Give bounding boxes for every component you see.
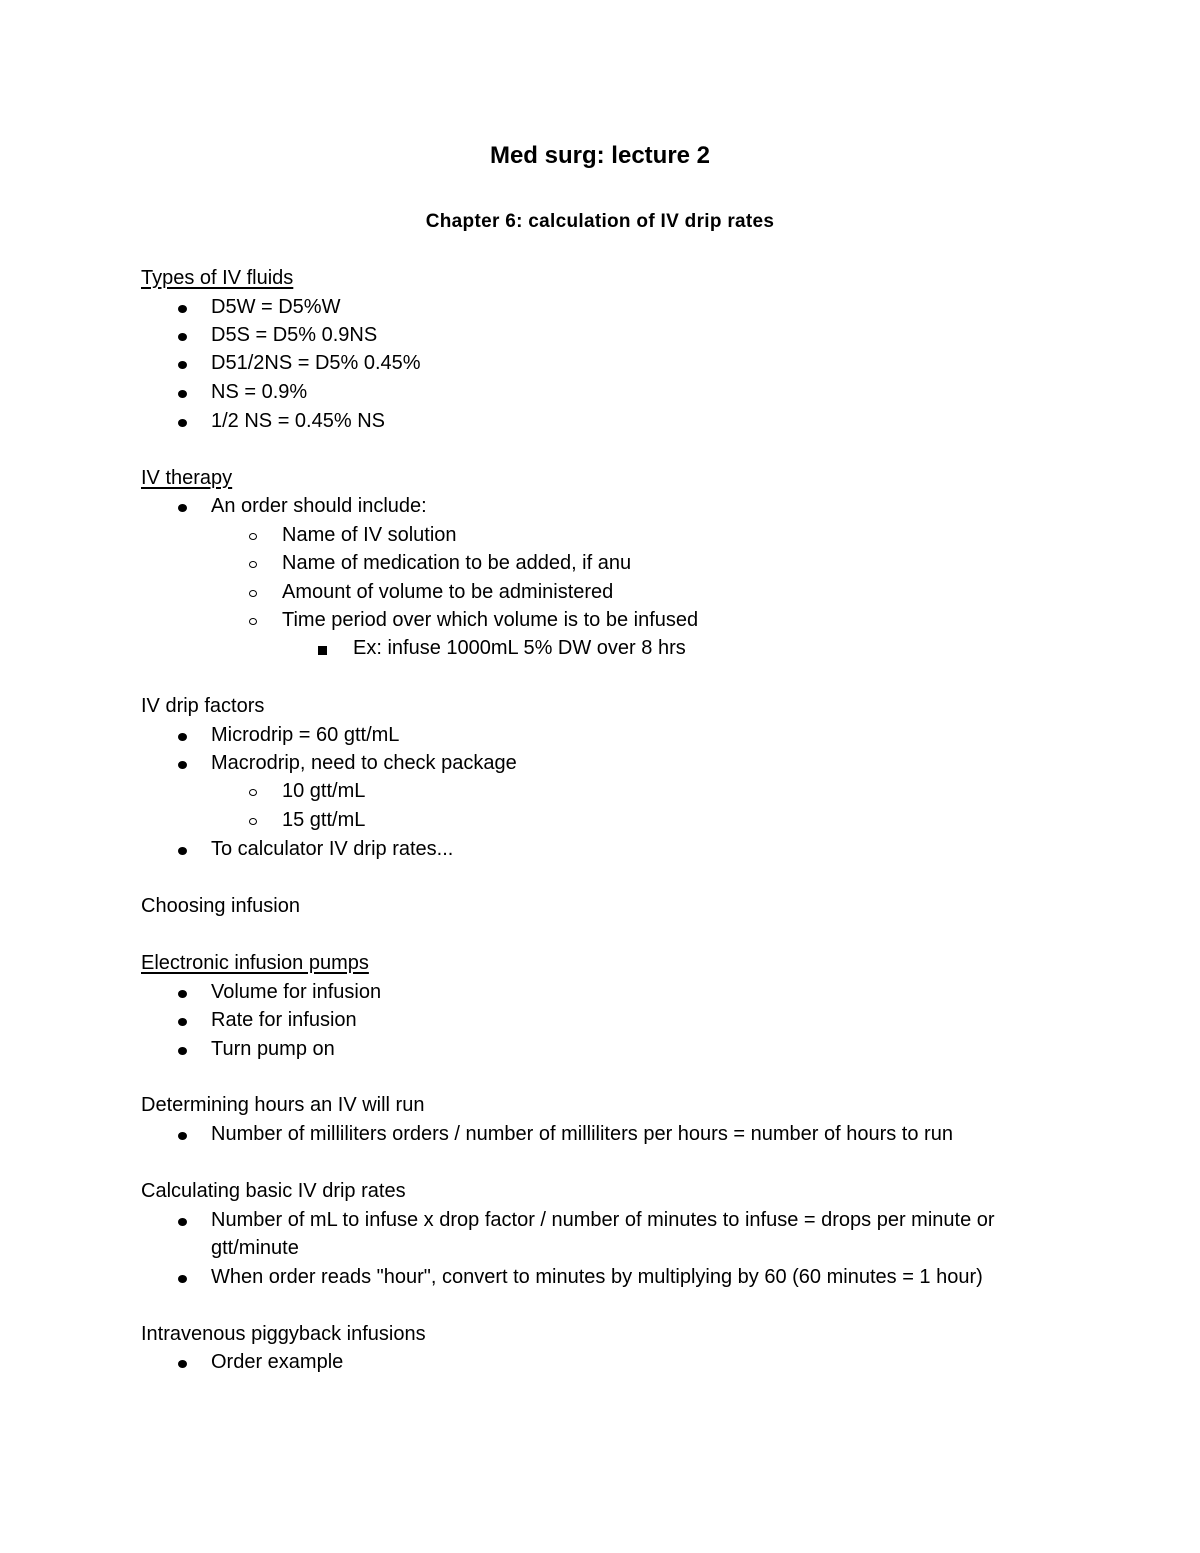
bullet-disc-icon (178, 1218, 187, 1226)
section-heading-therapy: IV therapy (141, 467, 233, 489)
bullet-disc-icon (178, 333, 187, 341)
list-item: Volume for infusion (211, 981, 382, 1003)
list-item: Microdrip = 60 gtt/mL (211, 724, 400, 746)
bullet-disc-icon (178, 361, 187, 369)
list-item: When order reads "hour", convert to minutes by multiplying by 60 (60 minutes = 1 hour) (211, 1266, 983, 1288)
section-heading-factors: IV drip factors (141, 695, 265, 717)
bullet-circle-icon (249, 590, 257, 597)
section-heading-pumps: Electronic infusion pumps (141, 952, 369, 974)
section-heading-piggyback: Intravenous piggyback infusions (141, 1323, 426, 1345)
bullet-disc-icon (178, 733, 187, 741)
list-subitem: 10 gtt/mL (282, 780, 366, 802)
list-item: Number of mL to infuse x drop factor / number of minutes to infuse = drops per minute or (211, 1209, 995, 1231)
section-heading-hours: Determining hours an IV will run (141, 1094, 425, 1116)
bullet-disc-icon (178, 1360, 187, 1368)
list-subitem: Name of medication to be added, if anu (282, 552, 632, 574)
list-item: Turn pump on (211, 1038, 335, 1060)
list-item: D5S = D5% 0.9NS (211, 324, 378, 346)
document-title: Med surg: lecture 2 (489, 142, 711, 169)
bullet-circle-icon (249, 533, 257, 540)
bullet-disc-icon (178, 761, 187, 769)
list-subsubitem: Ex: infuse 1000mL 5% DW over 8 hrs (353, 637, 686, 659)
bullet-circle-icon (249, 818, 257, 825)
list-subitem: Amount of volume to be administered (282, 581, 614, 603)
bullet-circle-icon (249, 789, 257, 796)
bullet-disc-icon (178, 1018, 187, 1026)
section-heading-types: Types of IV fluids (141, 267, 294, 289)
list-item: An order should include: (211, 495, 427, 517)
section-heading-basic: Calculating basic IV drip rates (141, 1180, 406, 1202)
bullet-circle-icon (249, 618, 257, 625)
list-subitem: Name of IV solution (282, 524, 457, 546)
list-item: Order example (211, 1351, 344, 1373)
list-item-continuation: gtt/minute (211, 1237, 299, 1259)
document-subtitle: Chapter 6: calculation of IV drip rates (425, 211, 775, 232)
bullet-disc-icon (178, 1275, 187, 1283)
list-item: To calculator IV drip rates... (211, 838, 454, 860)
list-item: Macrodrip, need to check package (211, 752, 517, 774)
list-subitem: Time period over which volume is to be infused (282, 609, 699, 631)
bullet-square-icon (318, 646, 327, 655)
bullet-disc-icon (178, 1047, 187, 1055)
list-item: 1/2 NS = 0.45% NS (211, 410, 385, 432)
list-item: Rate for infusion (211, 1009, 357, 1031)
bullet-disc-icon (178, 390, 187, 398)
bullet-circle-icon (249, 561, 257, 568)
list-item: D51/2NS = D5% 0.45% (211, 352, 421, 374)
bullet-disc-icon (178, 419, 187, 427)
list-item: NS = 0.9% (211, 381, 308, 403)
list-item: Number of milliliters orders / number of milliliters per hours = number of hours to run (211, 1123, 953, 1145)
bullet-disc-icon (178, 847, 187, 855)
bullet-disc-icon (178, 504, 187, 512)
bullet-disc-icon (178, 305, 187, 313)
section-heading-choosing: Choosing infusion (141, 895, 300, 917)
list-item: D5W = D5%W (211, 296, 341, 318)
bullet-disc-icon (178, 990, 187, 998)
bullet-disc-icon (178, 1132, 187, 1140)
list-subitem: 15 gtt/mL (282, 809, 366, 831)
